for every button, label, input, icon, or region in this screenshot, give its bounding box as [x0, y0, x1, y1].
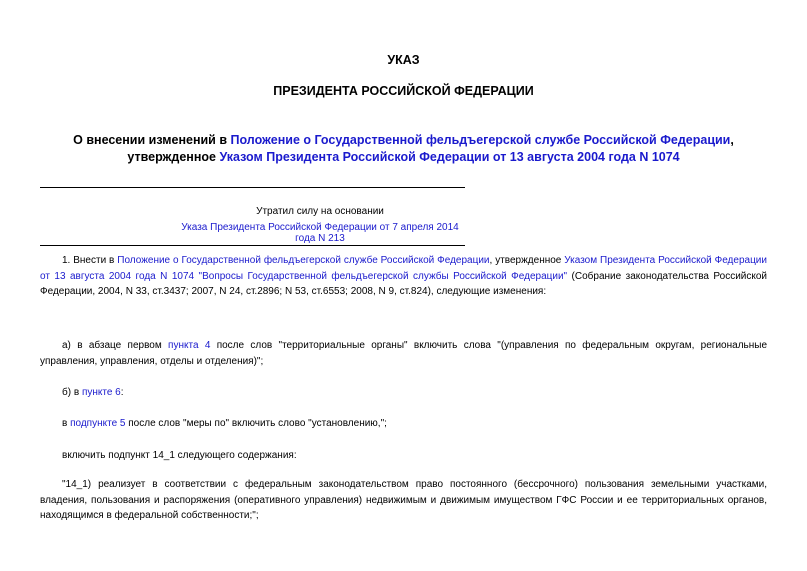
point-4-link[interactable]: пункта 4 — [168, 340, 211, 351]
paragraph-b — [40, 385, 767, 401]
document-subject — [40, 132, 767, 166]
paragraph-14-1: "14_1) реализует в соответствии с федеральным законодательством право постоянного (бессрочного) пользования земельными участками, владения, пользования и распоряжения (оперативного управления) недвижимым и движимым имуществом ГФС России и ее территориальных органов, находящимся в федеральной собственности;"; — [40, 479, 767, 521]
p1-mid: , утвержденное — [489, 255, 565, 266]
p1-prefix: 1. Внести в — [62, 255, 118, 266]
document-subtitle: ПРЕЗИДЕНТА РОССИЙСКОЙ ФЕДЕРАЦИИ — [273, 84, 534, 98]
p1-decree-link[interactable]: Указом Президента Российской Федерации от 13 августа 2004 года N 1074 "Вопросы Государственной фельдъегерской службы Российской Федерации" — [40, 255, 767, 282]
repeal-decree-link[interactable]: Указа Президента Российской Федерации от 7 апреля 2014 года N 213 — [181, 222, 459, 244]
p2-prefix: а) в абзаце первом — [62, 340, 169, 351]
status-text: Утратил силу на основании — [256, 206, 384, 217]
subject-prefix: О внесении изменений в — [73, 133, 231, 147]
status-note — [40, 206, 465, 217]
paragraph-a — [40, 338, 767, 369]
decree-link[interactable]: Указом Президента Российской Федерации от 13 августа 2004 года N 1074 — [219, 150, 680, 164]
status-link-row — [40, 222, 465, 244]
divider-bottom — [40, 245, 465, 246]
divider-top — [40, 187, 465, 188]
paragraph-include: включить подпункт 14_1 следующего содержания: — [62, 450, 297, 461]
paragraph-subpoint-5 — [40, 416, 767, 432]
p3-prefix: б) в — [62, 387, 82, 398]
regulation-link[interactable]: Положение о Государственной фельдъегерской службе Российской Федерации — [230, 133, 731, 147]
paragraph-1 — [40, 253, 767, 300]
p1-regulation-link[interactable]: Положение о Государственной фельдъегерской службе Российской Федерации — [117, 255, 490, 266]
p4-prefix: в — [62, 418, 71, 429]
p3-suffix: : — [120, 387, 124, 398]
document-title: УКАЗ — [387, 53, 420, 67]
p4-suffix: после слов "меры по" включить слово "установлению,"; — [125, 418, 387, 429]
p2-suffix: после слов "территориальные органы" включить слова "(управления по федеральным округам, региональные управления, управления, отделы и отделения)"; — [40, 340, 768, 367]
subject-middle: , утвержденное — [127, 133, 734, 164]
point-6-link[interactable]: пункте 6 — [81, 387, 121, 398]
p1-suffix: (Собрание законодательства Российской Федерации, 2004, N 33, ст.3437; 2007, N 24, ст.2896; N 53, ст.6553; 2008, N 9, ст.824), следующие изменения: — [40, 270, 768, 297]
subpoint-5-link[interactable]: подпункте 5 — [70, 418, 126, 429]
